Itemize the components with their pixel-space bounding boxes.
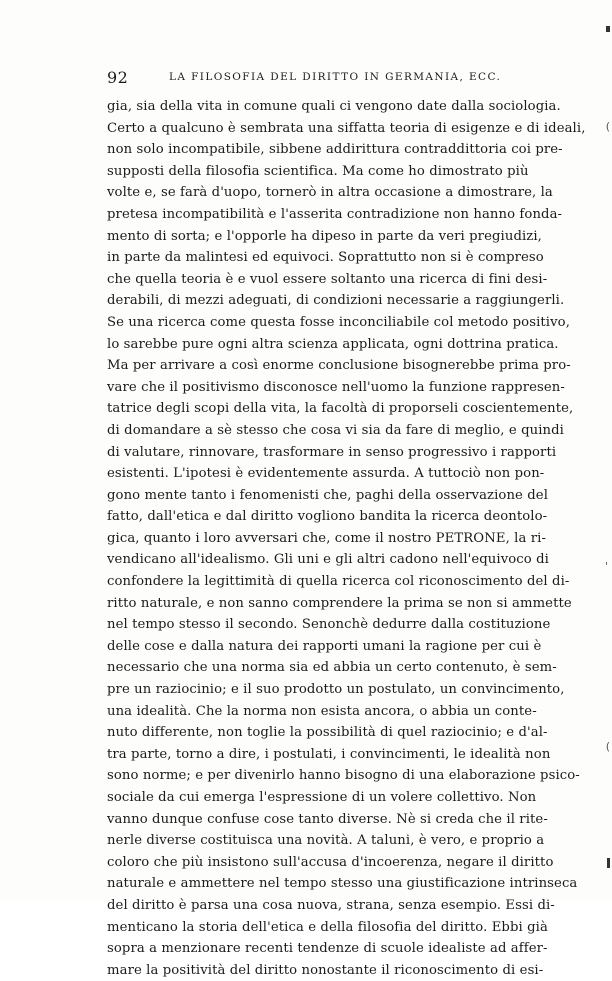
text-line: derabili, di mezzi adeguati, di condizioni necessarie a raggiungerli. [107,293,565,309]
text-line: di valutare, rinnovare, trasformare in senso progressivo i rapporti [107,444,557,460]
text-line: sociale da cui emerga l'espressione di un volere collettivo. Non [107,790,537,805]
text-line: vendicano all'idealismo. Gli uni e gli altri cadono nell'equivoco di [107,552,549,568]
margin-speck [606,26,610,32]
margin-speck [607,858,610,868]
text-line: pretesa incompatibilità e l'asserita contradizione non hanno fonda- [107,206,563,222]
text-line: pre un raziocinio; e il suo prodotto un postulato, un convincimento, [107,682,565,698]
text-line: tra parte, torno a dire, i postulati, i convincimenti, le idealità non [107,746,551,762]
text-line: Se una ricerca come questa fosse inconciliabile col metodo positivo, [107,314,570,330]
text-line: necessario che una norma sia ed abbia un certo contenuto, è sem- [107,660,557,676]
text-line: nerle diverse costituisca una novità. A taluni, è vero, e proprio a [107,833,545,849]
text-line: fatto, dall'etica e dal diritto vogliono bandita la ricerca deontolo- [107,509,548,525]
text-line: ritto naturale, e non sanno comprendere la prima se non si ammette [107,595,572,611]
text-line: confondere la legittimità di quella ricerca col riconoscimento del di- [107,574,570,590]
text-line: Ma per arrivare a così enorme conclusione bisognerebbe prima pro- [107,358,571,374]
margin-mark: ( [605,740,610,753]
text-line: lo sarebbe pure ogni altra scienza applicata, ogni dottrina pratica. [107,336,559,352]
text-line: esistenti. L'ipotesi è evidentemente assurda. A tuttociò non pon- [107,466,545,482]
text-line: nel tempo stesso il secondo. Senonchè dedurre dalla costituzione [107,617,551,633]
margin-mark: ( [605,120,610,133]
text-line: delle cose e dalla natura dei rapporti umani la ragione per cui è [107,638,542,654]
text-line: una idealità. Che la norma non esista ancora, o abbia un conte- [107,703,537,719]
page-number: 92 [107,68,129,87]
text-line: sopra a menzionare recenti tendenze di scuole idealiste ad affer- [107,941,548,957]
running-title: LA FILOSOFIA DEL DIRITTO IN GERMANIA, ECC. [169,71,502,83]
text-line: supposti della filosofia scientifica. Ma come ho dimostrato più [107,163,529,179]
text-line: vanno dunque confuse cose tanto diverse. Nè si creda che il rite- [107,811,548,827]
text-line: mento di sorta; e l'opporle ha dipeso in parte da veri pregiudizi, [107,228,542,244]
text-line: Certo a qualcuno è sembrata una siffatta teoria di esigenze e di ideali, [107,120,586,136]
text-line: gono mente tanto i fenomenisti che, paghi della osservazione del [107,487,549,503]
text-line: vare che il positivismo disconosce nell'uomo la funzione rappresen- [107,379,565,395]
text-line: mare la positività del diritto nonostante il riconoscimento di esi- [107,962,544,978]
margin-mark: ' [604,560,608,573]
text-line: volte e, se farà d'uopo, tornerò in altra occasione a dimostrare, la [107,185,553,201]
text-line: coloro che più insistono sull'accusa d'incoerenza, negare il diritto [107,854,554,870]
body-text [107,96,586,981]
text-line: che quella teoria è e vuol essere soltanto una ricerca di fini desi- [107,271,548,287]
text-line: tatrice degli scopi della vita, la facoltà di proporseli coscientemente, [107,401,574,417]
text-line: in parte da malintesi ed equivoci. Soprattutto non si è compreso [107,250,544,266]
text-line: gia, sia della vita in comune quali ci vengono date dalla sociologia. [107,99,561,114]
text-line: nuto differente, non toglie la possibilità di quel raziocinio; e d'al- [107,725,548,741]
text-line: naturale e ammettere nel tempo stesso una giustificazione intrinseca [107,876,578,892]
text-line: menticano la storia dell'etica e della filosofia del diritto. Ebbi già [107,919,548,935]
text-line: del diritto è parsa una cosa nuova, strana, senza esempio. Essi di- [107,897,555,913]
text-line: gica, quanto i loro avversari che, come il nostro PETRONE, la ri- [107,530,547,546]
text-line: non solo incompatibile, sibbene addirittura contraddittoria coi pre- [107,142,563,158]
page-header [107,68,525,92]
text-line: sono norme; e per divenirlo hanno bisogno di una elaborazione psico- [107,768,580,784]
text-line: di domandare a sè stesso che cosa vi sia da fare di meglio, e quindi [107,422,564,438]
